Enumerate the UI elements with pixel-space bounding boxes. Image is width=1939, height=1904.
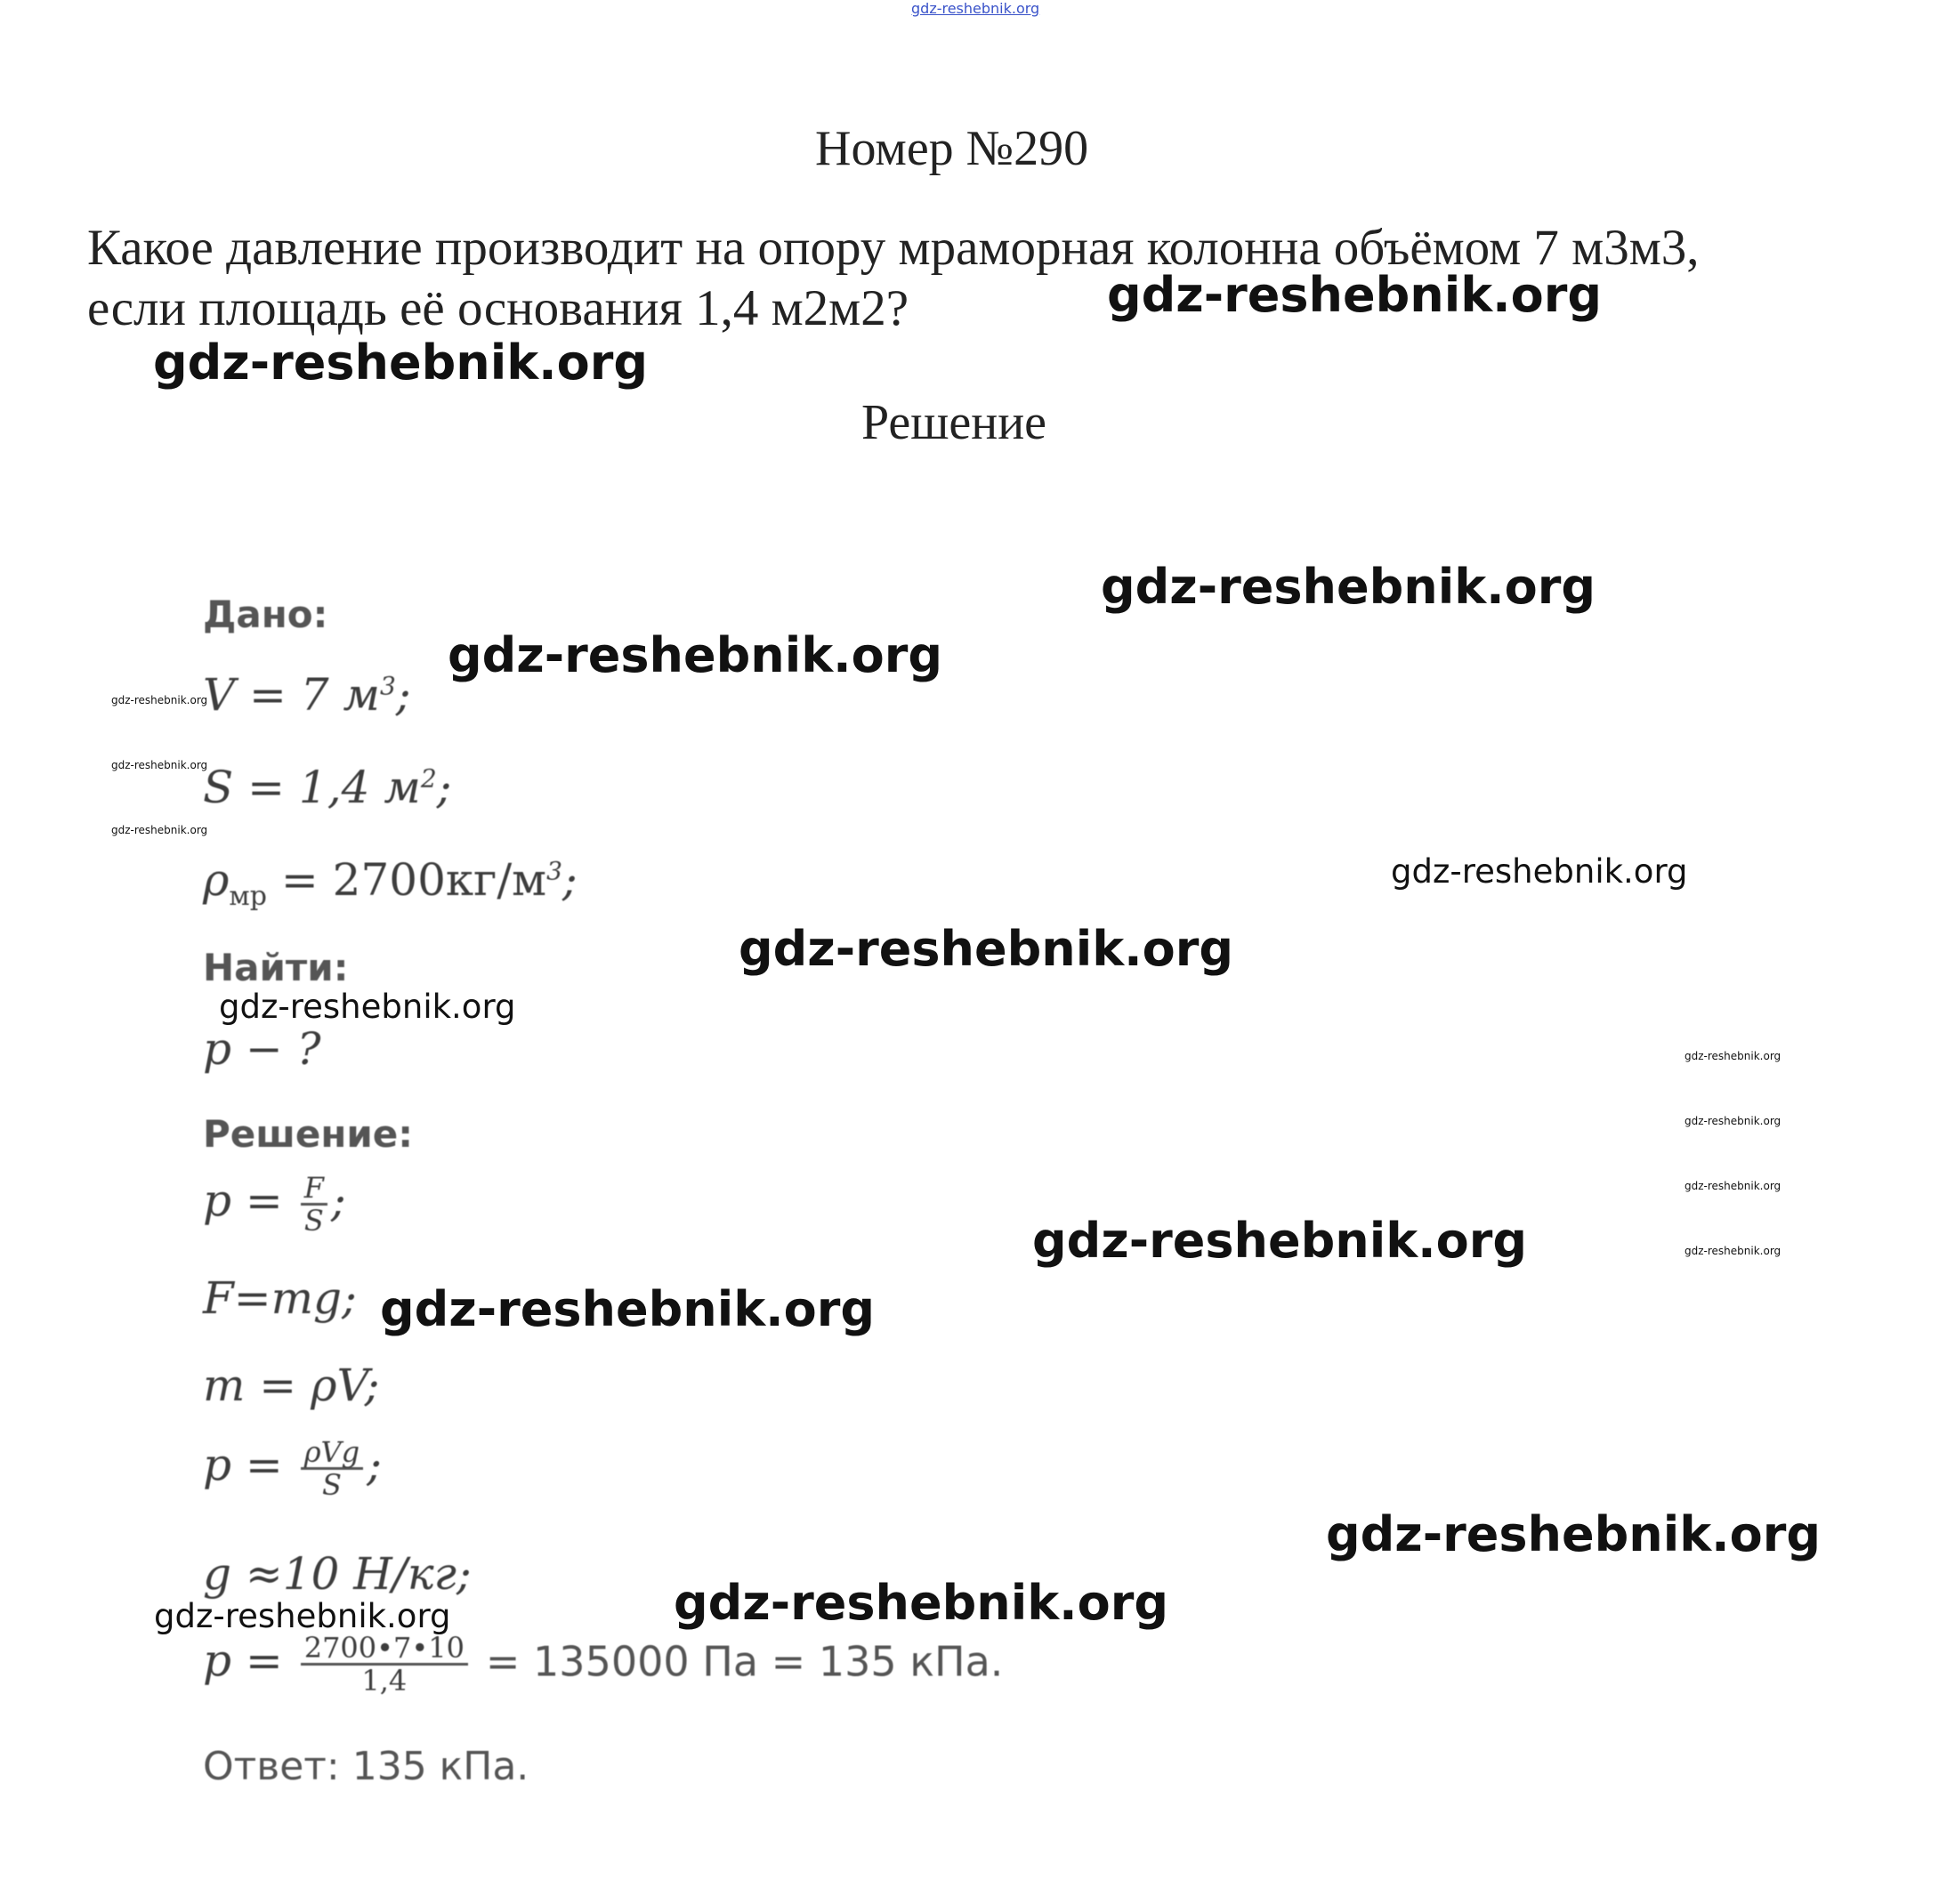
watermark: gdz-reshebnik.org: [154, 1597, 451, 1635]
watermark: gdz-reshebnik.org: [1391, 852, 1688, 891]
given-volume: V = 7 $м^3$;: [203, 669, 411, 721]
page-title: Номер №290: [815, 121, 1089, 176]
watermark: gdz-reshebnik.org: [111, 824, 208, 836]
watermark: gdz-reshebnik.org: [111, 694, 208, 706]
calculation: p = $\frac{2700•7•10}{1,4}$ = 135000 Па = 135 кПа.: [203, 1631, 1004, 1698]
formula-pressure-expanded: p = $\frac{\text{ρVg}}{S}$ ;: [203, 1435, 382, 1502]
watermark: gdz-reshebnik.org: [739, 921, 1234, 977]
watermark: gdz-reshebnik.org: [674, 1575, 1169, 1631]
section-heading: Решение: [861, 395, 1047, 450]
watermark: gdz-reshebnik.org: [1685, 1180, 1781, 1192]
site-top-link[interactable]: gdz-reshebnik.org: [911, 0, 1040, 17]
formula-mass: m = ρV;: [203, 1359, 380, 1411]
watermark: gdz-reshebnik.org: [1685, 1115, 1781, 1127]
formula-pressure: p = $\frac{F}{S}$ ;: [203, 1171, 346, 1238]
watermark: gdz-reshebnik.org: [1032, 1213, 1528, 1269]
formula-force: F=mg;: [203, 1272, 357, 1324]
solution-label: Решение:: [203, 1112, 414, 1156]
given-area: S = 1,4 $м^2$;: [203, 762, 452, 813]
question-line-2: если площадь её основания 1,4 м2м2?: [87, 280, 909, 336]
given-density: $\rho_{мр} = 2700кг/м^3$;: [203, 854, 578, 912]
given-label: Дано:: [203, 593, 328, 636]
watermark: gdz-reshebnik.org: [219, 988, 516, 1026]
watermark: gdz-reshebnik.org: [380, 1281, 876, 1337]
watermark: gdz-reshebnik.org: [153, 335, 649, 391]
watermark: gdz-reshebnik.org: [1101, 559, 1596, 615]
find-pressure: p − ?: [203, 1023, 321, 1075]
watermark: gdz-reshebnik.org: [111, 759, 208, 771]
watermark: gdz-reshebnik.org: [1685, 1245, 1781, 1257]
gravity-value: g ≈10 Н/кг;: [203, 1548, 472, 1600]
watermark: gdz-reshebnik.org: [1685, 1050, 1781, 1062]
watermark: gdz-reshebnik.org: [1107, 267, 1603, 323]
watermark: gdz-reshebnik.org: [1326, 1506, 1822, 1562]
find-label: Найти:: [203, 946, 349, 989]
question-line-1: Какое давление производит на опору мраморная колонна объёмом 7 м3м3,: [87, 220, 1700, 276]
watermark: gdz-reshebnik.org: [448, 627, 943, 683]
answer: Ответ: 135 кПа.: [203, 1744, 529, 1789]
